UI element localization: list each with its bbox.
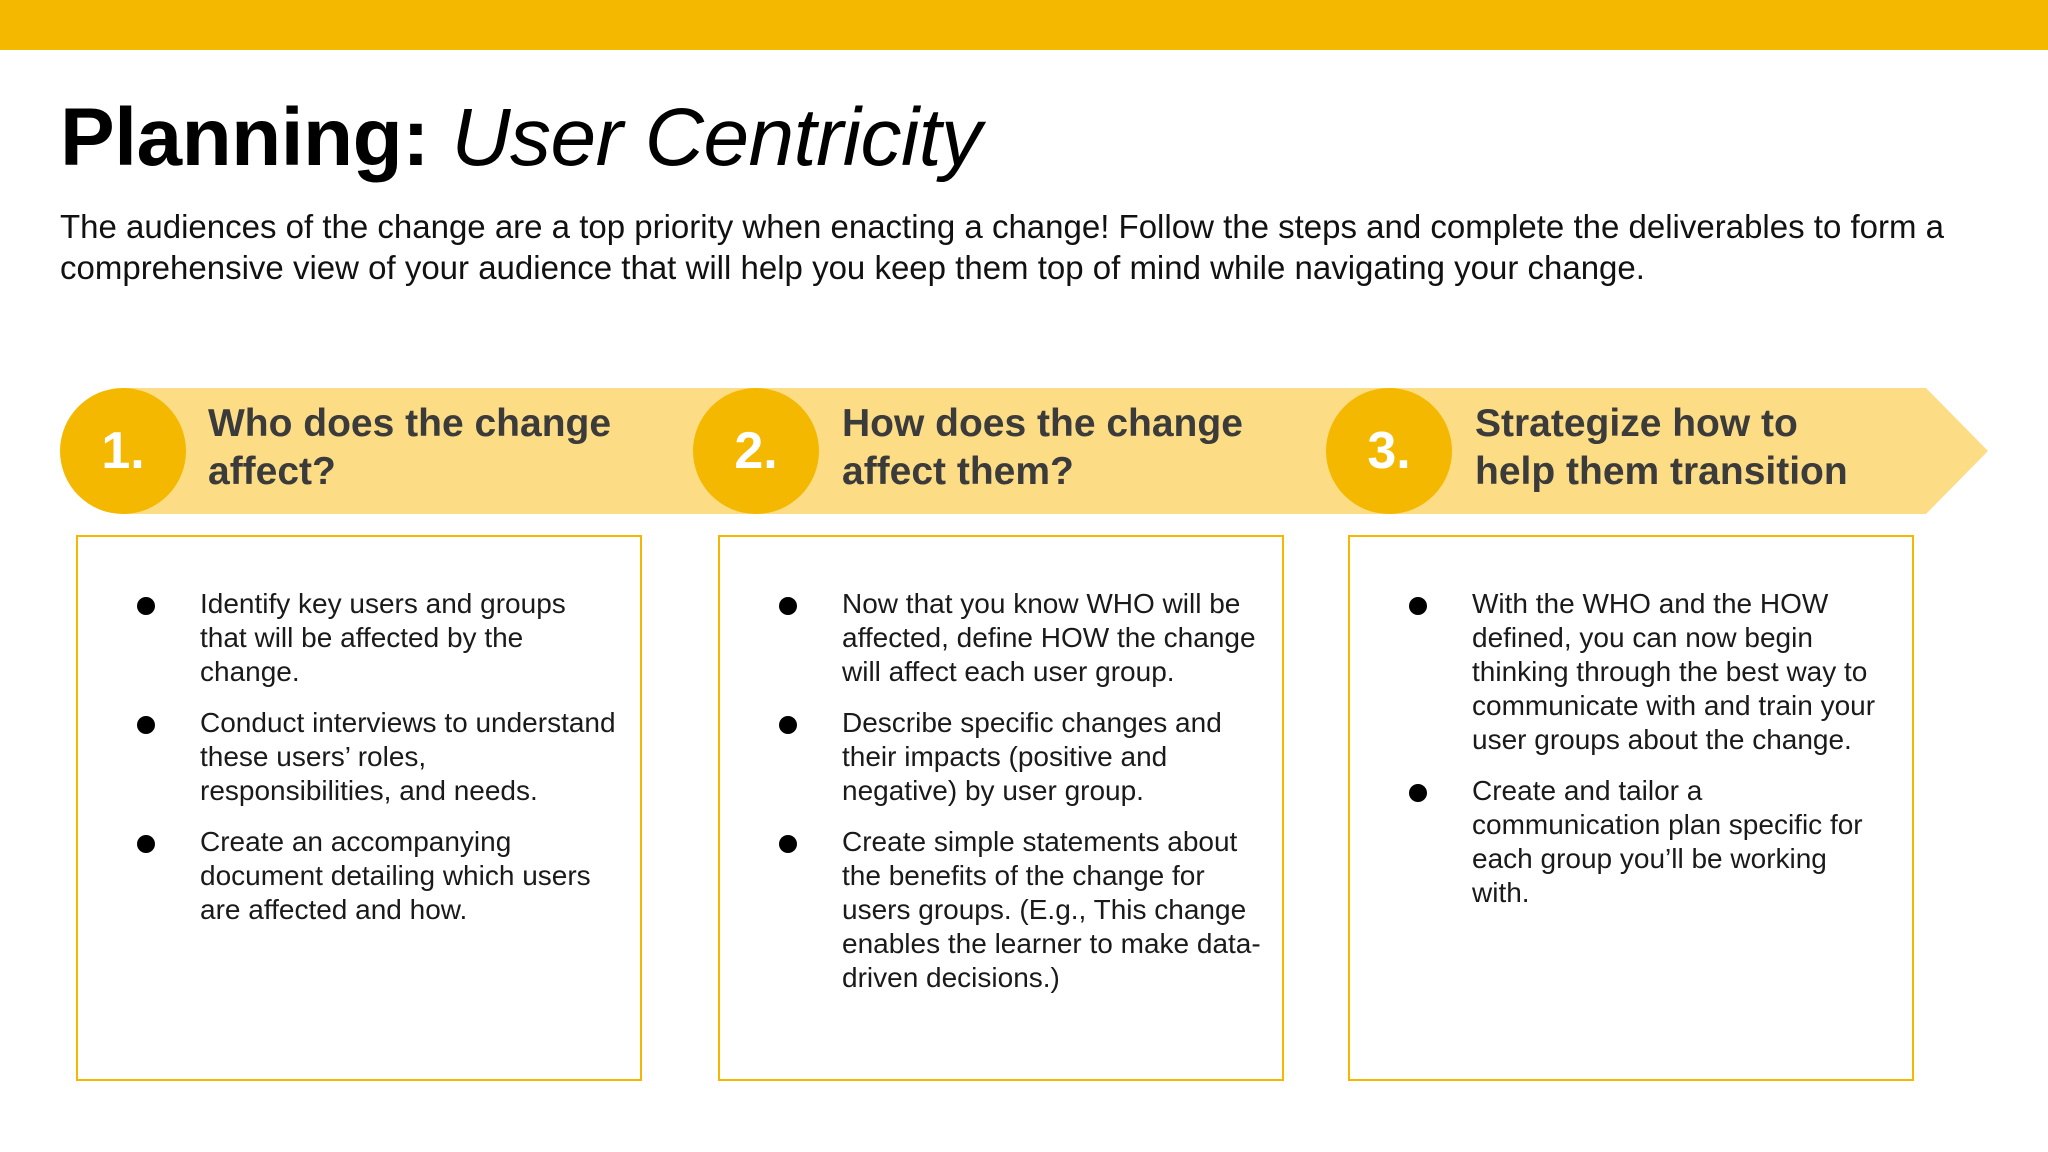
bullet-dot-icon — [137, 835, 155, 853]
top-accent-bar — [0, 0, 2048, 50]
step-2-heading-line-1: How does the change — [842, 402, 1243, 445]
step-1-heading-line-1: Who does the change — [208, 402, 612, 445]
page-title — [60, 88, 981, 188]
step-3-bullet-2-text: Create and tailor a communication plan specific for each group you’ll be working with. — [1472, 775, 1863, 908]
step-2-number: 2. — [734, 422, 778, 480]
bullet-dot-icon — [779, 716, 797, 734]
bullet-dot-icon — [1409, 784, 1427, 802]
bullet-dot-icon — [1409, 597, 1427, 615]
bullet-dot-icon — [779, 597, 797, 615]
step-1-heading-line-2: affect? — [208, 450, 336, 493]
step-3-bullet-1 — [1350, 587, 1912, 757]
step-3-bullet-2 — [1350, 774, 1912, 910]
step-2-bullet-1-text: Now that you know WHO will be affected, define HOW the change will affect each user group. — [842, 588, 1256, 687]
step-1-bullet-3 — [78, 825, 640, 927]
step-2-heading — [842, 400, 1243, 496]
bullet-dot-icon — [779, 835, 797, 853]
step-3-heading-line-2: help them transition — [1475, 450, 1848, 493]
bullet-dot-icon — [137, 597, 155, 615]
step-1-number-circle — [60, 388, 186, 514]
intro-paragraph: The audiences of the change are a top priority when enacting a change! Follow the steps and complete the deliverables to form a comprehensive view of your audience that will help you keep them top of mind while navigating your change. — [60, 208, 1944, 286]
step-2-bullet-1 — [720, 587, 1282, 689]
step-1-card — [76, 535, 642, 1081]
step-1-bullet-2 — [78, 706, 640, 808]
step-1-bullet-1 — [78, 587, 640, 689]
step-3-number-circle — [1326, 388, 1452, 514]
step-1-bullet-2-text: Conduct interviews to understand these users’ roles, responsibilities, and needs. — [200, 707, 616, 806]
step-3-bullet-1-text: With the WHO and the HOW defined, you can now begin thinking through the best way to communicate with and train your user groups about the change. — [1472, 588, 1876, 755]
step-2-bullet-2 — [720, 706, 1282, 808]
step-1-number: 1. — [101, 422, 145, 480]
step-2-number-circle — [693, 388, 819, 514]
step-2-bullet-3 — [720, 825, 1282, 995]
step-1-bullet-3-text: Create an accompanying document detailing which users are affected and how. — [200, 826, 591, 925]
step-3-heading-line-1: Strategize how to — [1475, 402, 1798, 445]
title-bold-part: Planning: — [60, 92, 430, 183]
step-1-bullet-1-text: Identify key users and groups that will be affected by the change. — [200, 588, 566, 687]
step-2-card — [718, 535, 1284, 1081]
step-2-bullet-3-text: Create simple statements about the benefits of the change for users groups. (E.g., This change enables the learner to make data-driven decisions.) — [842, 826, 1261, 993]
step-3-bullet-list — [1350, 587, 1912, 927]
step-1-heading — [208, 400, 611, 496]
step-3-number: 3. — [1367, 422, 1411, 480]
step-1-bullet-list — [78, 587, 640, 944]
step-2-heading-line-2: affect them? — [842, 450, 1074, 493]
title-italic-part: User Centricity — [451, 92, 982, 183]
step-2-bullet-list — [720, 587, 1282, 1012]
step-2-bullet-2-text: Describe specific changes and their impacts (positive and negative) by user group. — [842, 707, 1222, 806]
step-3-card — [1348, 535, 1914, 1081]
step-3-heading — [1475, 400, 1848, 496]
bullet-dot-icon — [137, 716, 155, 734]
